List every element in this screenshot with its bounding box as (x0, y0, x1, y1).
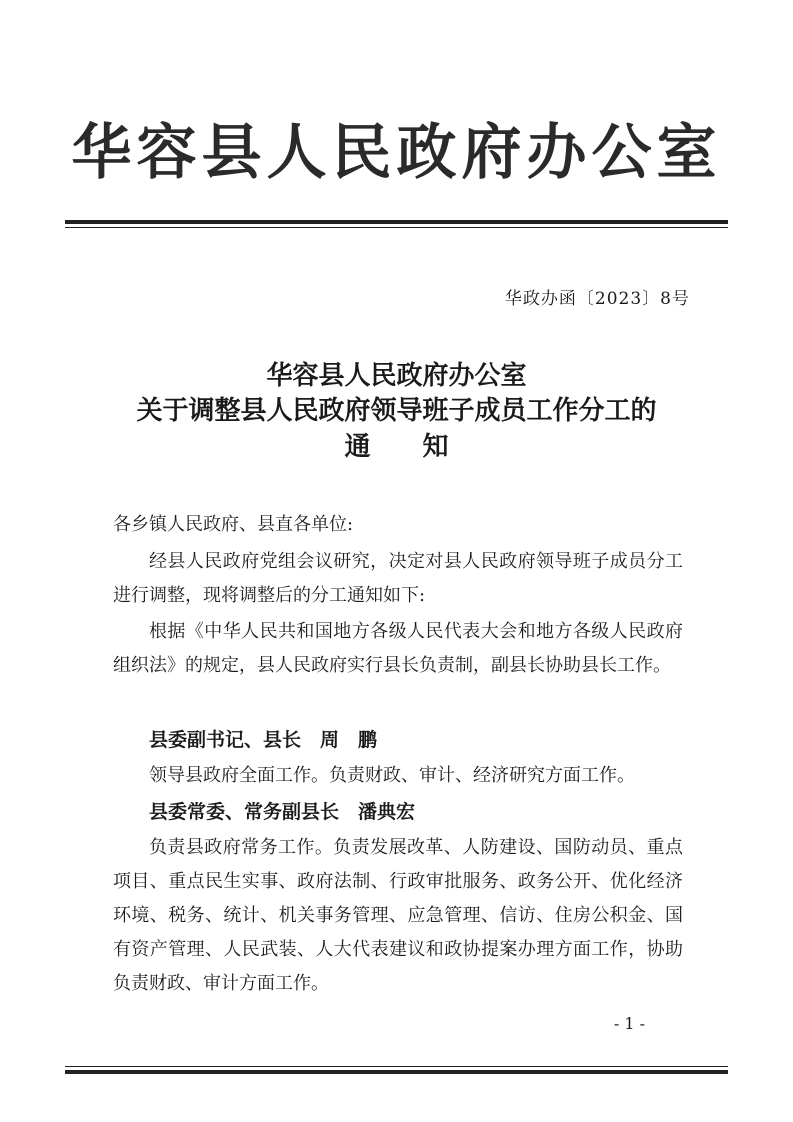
page-number: - 1 - (613, 1014, 645, 1033)
notice-title-line-2: 关于调整县人民政府领导班子成员工作分工的 (136, 396, 657, 426)
footer-rule-thin (65, 1066, 728, 1067)
section-duties-executive-deputy: 负责县政府常务工作。负责发展改革、人防建设、国防动员、重点项目、重点民生实事、政府法制、行政审批服务、政务公开、优化经济环境、税务、统计、机关事务管理、应急管理、信访、住房公积金、国有资产管理、人民武装、人大代表建议和政协提案办理方面工作，协助负责财政、审计方面工作。 (113, 837, 683, 994)
addressee: 各乡镇人民政府、县直各单位: (113, 514, 354, 535)
letterhead-rule-thin (65, 227, 728, 228)
letterhead-title: 华容县人民政府办公室 (71, 118, 722, 188)
footer-rule-thick (65, 1070, 728, 1074)
section-duties-county-head: 领导县政府全面工作。负责财政、审计、经济研究方面工作。 (149, 765, 635, 786)
section-heading-executive-deputy: 县委常委、常务副县长 潘典宏 (149, 801, 416, 823)
notice-title-line-3: 通 知 (344, 432, 449, 462)
document-number: 华政办函〔2023〕8号 (504, 289, 690, 309)
section-heading-county-head: 县委副书记、县长 周 鹏 (149, 729, 378, 751)
legal-basis-paragraph: 根据《中华人民共和国地方各级人民代表大会和地方各级人民政府组织法》的规定，县人民政府实行县长负责制，副县长协助县长工作。 (113, 621, 683, 676)
notice-title-line-1: 华容县人民政府办公室 (266, 361, 527, 391)
letterhead-rule-thick (65, 220, 728, 224)
intro-paragraph: 经县人民政府党组会议研究，决定对县人民政府领导班子成员分工进行调整，现将调整后的分工通知如下: (113, 551, 683, 606)
